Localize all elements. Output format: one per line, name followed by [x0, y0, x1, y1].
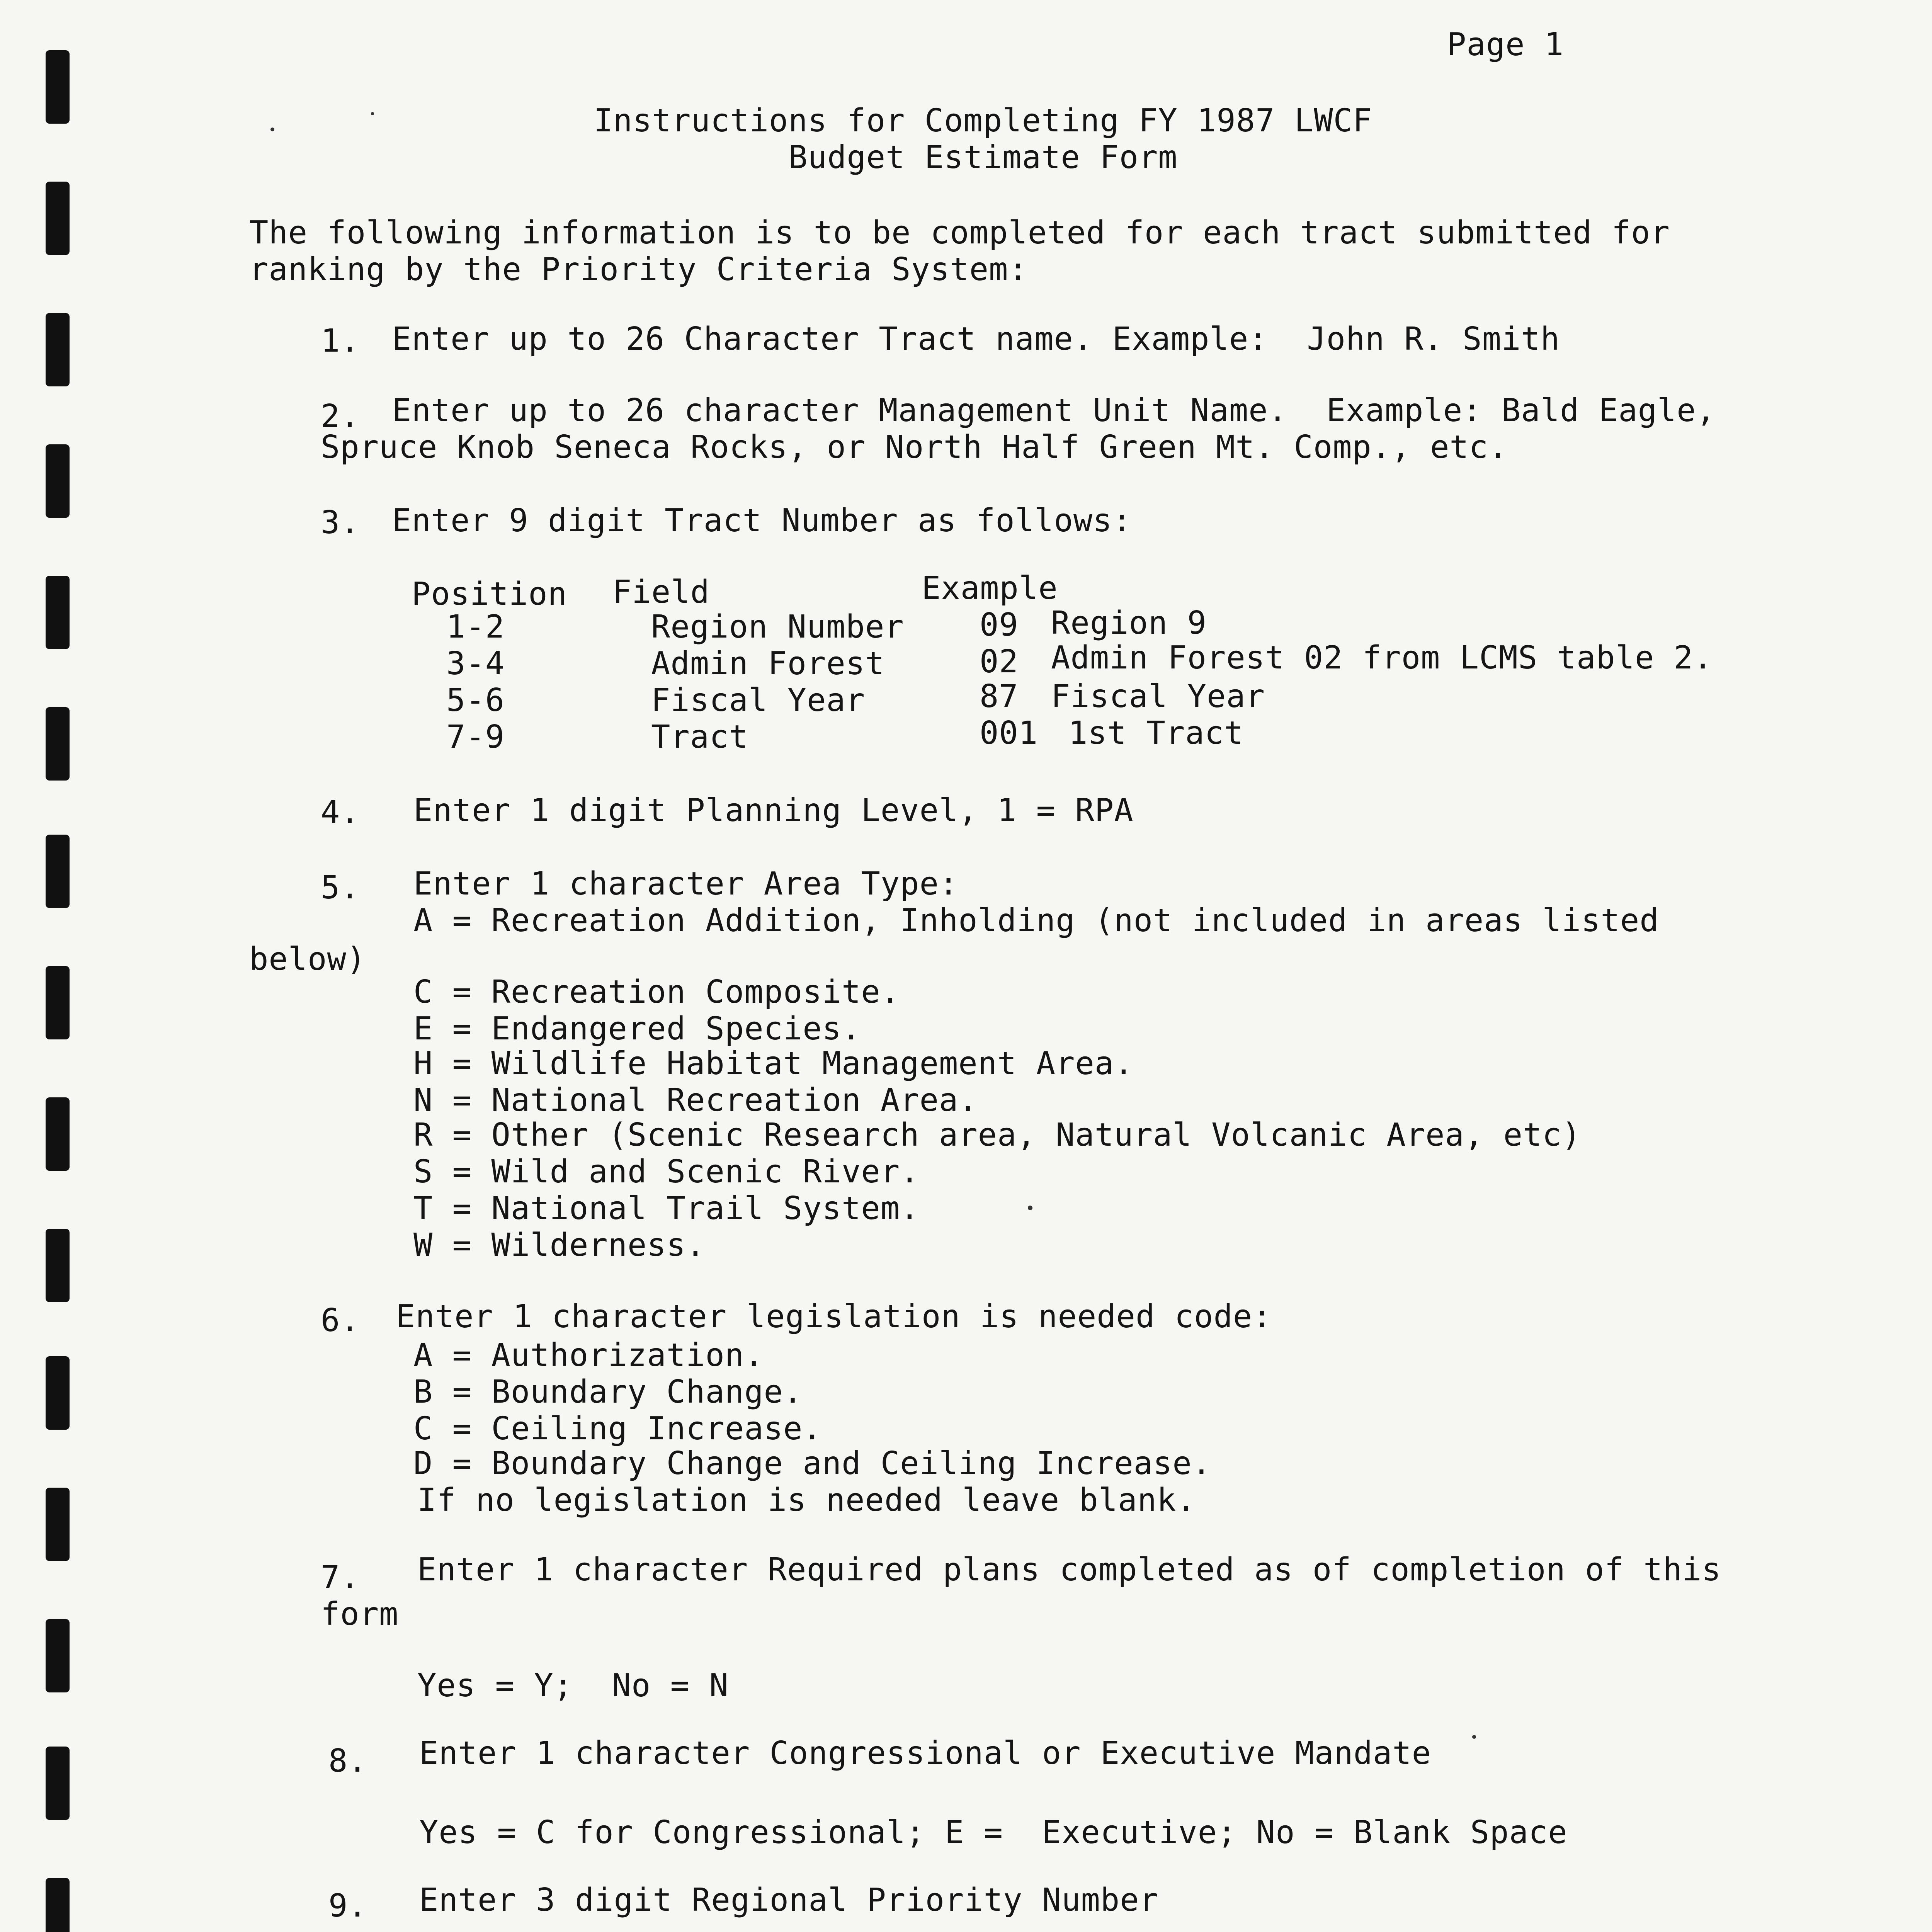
table-cell-code: 87 — [980, 678, 1019, 715]
punch-hole — [46, 835, 70, 908]
area-type-code: H = Wildlife Habitat Management Area. — [413, 1045, 1134, 1082]
table-cell-code: 02 — [980, 643, 1019, 680]
punch-hole — [46, 966, 70, 1039]
table-header-position: Position — [412, 576, 567, 612]
area-type-code: R = Other (Scenic Research area, Natural Volcanic Area, etc) — [413, 1117, 1582, 1153]
punch-hole — [46, 1619, 70, 1692]
legislation-code: C = Ceiling Increase. — [413, 1410, 822, 1447]
table-cell-description: 1st Tract — [1068, 715, 1244, 752]
item-number: 9. — [328, 1888, 367, 1924]
item-number: 1. — [321, 323, 360, 359]
item-8-text: Enter 1 character Congressional or Executive Mandate — [419, 1735, 1432, 1772]
punch-hole — [46, 1229, 70, 1302]
item-7-text: Enter 1 character Required plans completed as of completion of this — [417, 1551, 1721, 1588]
area-type-code: N = National Recreation Area. — [413, 1082, 978, 1119]
table-cell-description: Admin Forest 02 from LCMS table 2. — [1051, 639, 1713, 676]
item-1-text: Enter up to 26 Character Tract name. Example: John R. Smith — [392, 321, 1560, 357]
scan-speck — [1028, 1206, 1032, 1210]
area-type-code: S = Wild and Scenic River. — [413, 1153, 920, 1190]
item-number: 6. — [321, 1302, 360, 1339]
area-type-code: A = Recreation Addition, Inholding (not included in areas listed — [413, 902, 1659, 939]
table-cell-field: Region Number — [651, 609, 904, 645]
area-type-code: W = Wilderness. — [413, 1227, 706, 1264]
punch-hole — [46, 1356, 70, 1430]
area-type-code: T = National Trail System. — [413, 1190, 920, 1227]
page-number: Page 1 — [1447, 26, 1564, 63]
item-2-text: Enter up to 26 character Management Unit Name. Example: Bald Eagle, — [392, 392, 1716, 429]
punch-hole — [46, 576, 70, 649]
table-cell-code: 09 — [980, 607, 1019, 643]
item-7-text-continued: form — [321, 1596, 399, 1633]
item-number: 4. — [321, 794, 360, 831]
document-title: Instructions for Completing FY 1987 LWCF — [594, 102, 1372, 139]
item-4-text: Enter 1 digit Planning Level, 1 = RPA — [413, 792, 1134, 829]
item-5-text: Enter 1 character Area Type: — [413, 866, 959, 902]
table-cell-position: 7-9 — [446, 719, 505, 755]
item-6-text: Enter 1 character legislation is needed code: — [396, 1298, 1272, 1335]
item-number: 2. — [321, 398, 360, 435]
intro-line: ranking by the Priority Criteria System: — [249, 251, 1028, 288]
item-7-values: Yes = Y; No = N — [417, 1667, 729, 1704]
item-number: 5. — [321, 869, 360, 906]
punch-hole — [46, 1488, 70, 1561]
punch-hole — [46, 707, 70, 781]
intro-line: The following information is to be completed for each tract submitted for — [249, 214, 1670, 251]
legislation-note: If no legislation is needed leave blank. — [417, 1482, 1196, 1519]
item-3-text: Enter 9 digit Tract Number as follows: — [392, 502, 1132, 539]
table-cell-description: Region 9 — [1051, 605, 1207, 641]
item-8-values: Yes = C for Congressional; E = Executive; No = Blank Space — [419, 1814, 1568, 1851]
legislation-code: A = Authorization. — [413, 1337, 764, 1374]
table-header-example: Example — [922, 570, 1058, 607]
item-number: 7. — [321, 1559, 360, 1596]
table-cell-field: Fiscal Year — [651, 682, 866, 719]
area-type-code-continued: below) — [249, 941, 366, 978]
scan-speck — [1472, 1735, 1476, 1739]
item-9-text: Enter 3 digit Regional Priority Number — [419, 1882, 1159, 1918]
punch-hole — [46, 444, 70, 518]
item-number: 8. — [328, 1743, 367, 1779]
punch-hole — [46, 1878, 70, 1932]
table-cell-code: 001 — [980, 715, 1038, 752]
table-cell-position: 5-6 — [446, 682, 505, 719]
item-2-text: Spruce Knob Seneca Rocks, or North Half Green Mt. Comp., etc. — [321, 429, 1508, 466]
table-cell-field: Admin Forest — [651, 645, 885, 682]
punch-hole — [46, 182, 70, 255]
legislation-code: D = Boundary Change and Ceiling Increase. — [413, 1445, 1212, 1482]
area-type-code: C = Recreation Composite. — [413, 974, 900, 1010]
table-cell-position: 3-4 — [446, 645, 505, 682]
table-cell-position: 1-2 — [446, 609, 505, 645]
punch-hole — [46, 1097, 70, 1171]
punch-hole — [46, 1747, 70, 1820]
item-number: 3. — [321, 504, 360, 541]
area-type-code: E = Endangered Species. — [413, 1010, 861, 1047]
table-cell-field: Tract — [651, 719, 748, 755]
table-header-field: Field — [612, 574, 710, 611]
document-subtitle: Budget Estimate Form — [788, 139, 1178, 176]
table-cell-description: Fiscal Year — [1051, 678, 1265, 715]
punch-hole — [46, 313, 70, 386]
legislation-code: B = Boundary Change. — [413, 1374, 803, 1410]
